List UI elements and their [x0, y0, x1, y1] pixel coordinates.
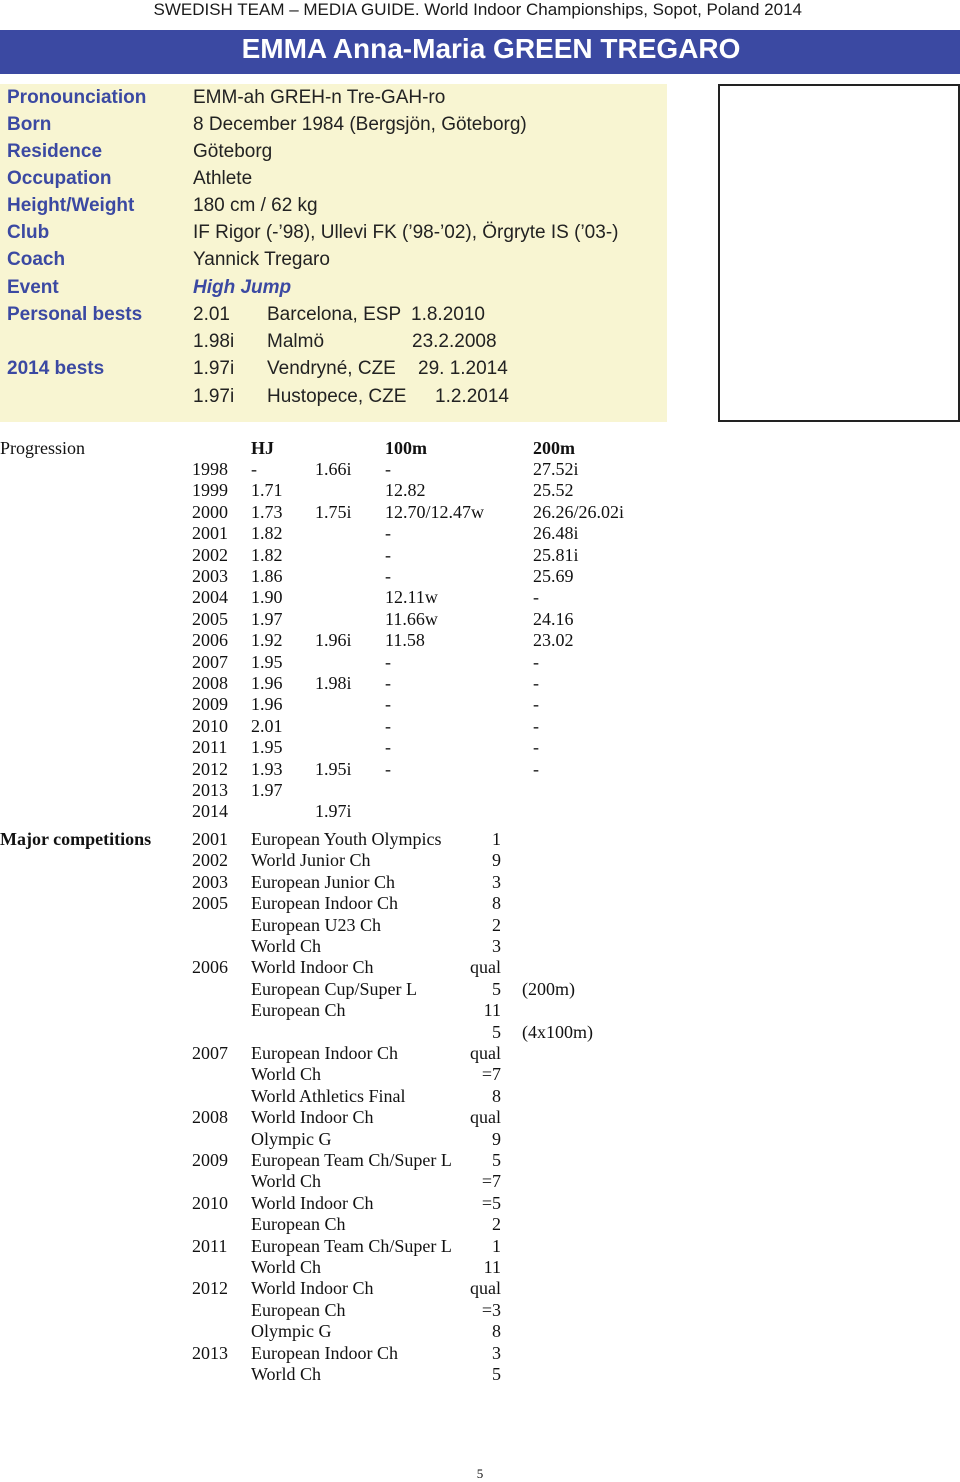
competition-event: World Athletics Final — [251, 1085, 406, 1106]
sb-mark: 1.97i — [193, 386, 235, 407]
competition-event: World Junior Ch — [251, 850, 371, 871]
progression-header-200m: 200m — [533, 438, 575, 458]
progression-100m: - — [385, 673, 391, 693]
pb-mark: 1.98i — [193, 331, 235, 352]
competition-year: 2005 — [192, 893, 228, 914]
competition-event: European Indoor Ch — [251, 1043, 398, 1063]
photo-placeholder — [718, 84, 960, 422]
progression-200m: - — [533, 587, 539, 608]
info-label: Occupation — [7, 168, 112, 189]
competition-result: 5 — [492, 1364, 501, 1384]
pb-place: Barcelona, ESP — [267, 304, 402, 325]
progression-year: 2009 — [192, 694, 228, 715]
competition-event: World Indoor Ch — [251, 1107, 374, 1128]
progression-200m: - — [533, 715, 539, 736]
info-label: Residence — [7, 141, 103, 162]
info-value: IF Rigor (-’98), Ullevi FK (’98-’02), Örgryte IS (’03-) — [193, 222, 619, 243]
info-value: High Jump — [193, 277, 292, 298]
personal-bests-row-2 — [7, 331, 607, 357]
progression-year: 2011 — [192, 737, 228, 758]
competition-result: =7 — [481, 1171, 501, 1192]
progression-200m: 23.02 — [533, 630, 574, 651]
progression-200m: 26.48i — [533, 523, 579, 544]
info-value: 8 December 1984 (Bergsjön, Göteborg) — [193, 114, 527, 135]
page-number: 5 — [476, 1466, 484, 1481]
competition-result: 2 — [492, 1214, 501, 1235]
progression-hj: - — [251, 459, 257, 479]
competition-result: 8 — [492, 1085, 501, 1106]
progression-200m: 27.52i — [533, 459, 579, 479]
progression-year: 2000 — [192, 501, 228, 522]
progression-100m: - — [385, 544, 391, 565]
competition-event: World Indoor Ch — [251, 957, 374, 978]
sb-place: Hustopece, CZE — [267, 386, 407, 407]
info-label: Event — [7, 277, 59, 298]
progression-year: 2004 — [192, 587, 228, 608]
progression-100m: 12.11w — [385, 587, 438, 608]
progression-100m: 11.66w — [385, 608, 438, 629]
competition-result: qual — [470, 1043, 501, 1063]
progression-hj: 1.82 — [251, 544, 283, 565]
progression-hj: 1.92 — [251, 630, 283, 651]
competition-event: European Indoor Ch — [251, 1342, 398, 1363]
competition-year: 2002 — [192, 850, 228, 871]
competition-event: Olympic G — [251, 1321, 332, 1342]
personal-bests-label: Personal bests — [7, 304, 143, 325]
competition-note: (4x100m) — [522, 1021, 593, 1042]
progression-100m: - — [385, 651, 391, 672]
progression-200m: 24.16 — [533, 608, 574, 629]
competition-year: 2008 — [192, 1107, 228, 1128]
progression-200m: 25.69 — [533, 566, 574, 586]
progression-hj: 1.97 — [251, 608, 283, 629]
progression-year: 1998 — [192, 459, 228, 479]
competition-result: =7 — [481, 1064, 501, 1085]
competition-event: European Ch — [251, 1299, 346, 1320]
progression-100m: - — [385, 758, 391, 779]
progression-100m: - — [385, 459, 391, 479]
progression-year: 2012 — [192, 758, 228, 779]
progression-hj: 1.95 — [251, 737, 283, 758]
progression-100m: - — [385, 523, 391, 544]
progression-year: 2013 — [192, 780, 228, 800]
competition-result: 11 — [483, 1257, 501, 1277]
competition-year: 2010 — [192, 1192, 228, 1213]
progression-hj: 1.90 — [251, 587, 283, 608]
competition-event: European Ch — [251, 1214, 346, 1235]
competition-year: 2011 — [192, 1235, 228, 1256]
progression-200m: 25.81i — [533, 544, 579, 565]
progression-year: 2005 — [192, 608, 228, 629]
competition-note: (200m) — [522, 978, 575, 999]
progression-hj: 1.82 — [251, 523, 283, 544]
competition-result: 5 — [492, 978, 501, 999]
competition-result: 9 — [492, 850, 501, 871]
progression-hj: 1.97 — [251, 780, 283, 800]
competition-result: =5 — [481, 1192, 501, 1213]
competition-result: qual — [470, 1107, 501, 1128]
competition-event: European Indoor Ch — [251, 893, 398, 914]
progression-100m: - — [385, 715, 391, 736]
progression-header-100m: 100m — [385, 438, 427, 458]
guide-title: SWEDISH TEAM – MEDIA GUIDE. World Indoor Championships, Sopot, Poland 2014 — [153, 0, 802, 19]
progression-200m: - — [533, 673, 539, 693]
info-label: Born — [7, 114, 52, 135]
pb-mark: 2.01 — [193, 304, 230, 325]
competition-event: European Team Ch/Super L — [251, 1235, 452, 1256]
sb-place: Vendryné, CZE — [267, 358, 396, 379]
competition-result: 11 — [483, 1000, 501, 1021]
pb-place: Malmö — [267, 331, 325, 352]
major-competitions-title: Major competitions — [0, 829, 152, 849]
competition-event: World Ch — [251, 936, 322, 956]
competition-result: 1 — [492, 1235, 501, 1256]
competition-event: World Indoor Ch — [251, 1192, 374, 1213]
competition-year: 2009 — [192, 1150, 228, 1170]
competition-result: 8 — [492, 1321, 501, 1342]
competition-event: European Youth Olympics — [251, 829, 442, 849]
progression-year: 2014 — [192, 801, 228, 822]
competition-year: 2012 — [192, 1278, 228, 1299]
progression-200m: 26.26/26.02i — [533, 501, 625, 522]
competition-result: 5 — [492, 1150, 501, 1170]
info-value: Göteborg — [193, 141, 273, 162]
info-label: Pronounciation — [7, 87, 147, 108]
progression-hj-indoor: 1.96i — [315, 630, 352, 651]
progression-hj: 1.73 — [251, 501, 283, 522]
info-value: Yannick Tregaro — [193, 249, 330, 270]
competition-result: qual — [470, 1278, 501, 1299]
progression-100m: 12.70/12.47w — [385, 501, 484, 522]
progression-title: Progression — [0, 438, 85, 458]
progression-hj: 1.93 — [251, 758, 283, 779]
sb-date: 29. 1.2014 — [418, 358, 508, 379]
progression-hj-indoor: 1.66i — [315, 459, 352, 479]
info-label: Club — [7, 222, 50, 243]
progression-200m: - — [533, 651, 539, 672]
season-bests-row-1 — [7, 358, 607, 384]
progression-year: 2001 — [192, 523, 228, 544]
progression-year: 2010 — [192, 715, 228, 736]
competition-event: European Junior Ch — [251, 871, 395, 892]
competition-event: World Ch — [251, 1364, 322, 1384]
progression-200m: - — [533, 694, 539, 715]
competition-event: Olympic G — [251, 1128, 332, 1149]
competition-event: World Ch — [251, 1257, 322, 1277]
progression-year: 2003 — [192, 566, 228, 586]
competition-year: 2007 — [192, 1043, 228, 1063]
progression-year: 2007 — [192, 651, 228, 672]
progression-header-hj: HJ — [251, 438, 275, 458]
competition-event: European Cup/Super L — [251, 978, 417, 999]
progression-hj: 1.86 — [251, 566, 283, 586]
progression-100m: - — [385, 566, 391, 586]
competition-result: =3 — [481, 1299, 501, 1320]
season-bests-row-2 — [7, 386, 607, 412]
competition-result: 5 — [492, 1021, 501, 1042]
sb-mark: 1.97i — [193, 358, 235, 379]
competition-event: European Ch — [251, 1000, 346, 1021]
info-value: EMM-ah GREH-n Tre-GAH-ro — [193, 87, 446, 108]
competition-result: 1 — [492, 829, 501, 849]
progression-200m: - — [533, 737, 539, 758]
season-bests-label: 2014 bests — [7, 358, 105, 379]
progression-hj-indoor: 1.97i — [315, 801, 352, 822]
competition-event: World Ch — [251, 1064, 322, 1085]
progression-hj-indoor: 1.98i — [315, 673, 352, 693]
progression-year: 1999 — [192, 480, 228, 501]
competition-event: European Team Ch/Super L — [251, 1150, 452, 1170]
info-label: Height/Weight — [7, 195, 135, 216]
competition-year: 2006 — [192, 957, 228, 978]
competition-year: 2013 — [192, 1342, 228, 1363]
pb-date: 23.2.2008 — [412, 331, 497, 352]
progression-hj: 1.95 — [251, 651, 283, 672]
athlete-name: EMMA Anna-Maria GREEN TREGARO — [241, 33, 741, 64]
competition-year: 2003 — [192, 871, 228, 892]
progression-100m: 11.58 — [385, 630, 425, 651]
competition-result: 3 — [492, 1342, 501, 1363]
progression-year: 2002 — [192, 544, 228, 565]
competition-event: World Ch — [251, 1171, 322, 1192]
competition-result: 3 — [492, 936, 501, 956]
personal-bests-row-1 — [7, 304, 607, 330]
info-value: Athlete — [193, 168, 253, 189]
progression-hj: 1.71 — [251, 480, 283, 501]
progression-year: 2008 — [192, 673, 228, 693]
competition-event: World Indoor Ch — [251, 1278, 374, 1299]
competition-result: 2 — [492, 914, 501, 935]
progression-hj-indoor: 1.95i — [315, 758, 352, 779]
competition-event: European U23 Ch — [251, 914, 381, 935]
progression-year: 2006 — [192, 630, 228, 651]
progression-200m: 25.52 — [533, 480, 574, 501]
progression-100m: - — [385, 737, 391, 758]
progression-hj-indoor: 1.75i — [315, 501, 352, 522]
pb-date: 1.8.2010 — [411, 304, 485, 325]
progression-hj: 1.96 — [251, 673, 283, 693]
competition-result: 3 — [492, 871, 501, 892]
progression-hj: 1.96 — [251, 694, 283, 715]
competition-year: 2001 — [192, 829, 228, 849]
info-label: Coach — [7, 249, 66, 270]
competition-result: 9 — [492, 1128, 501, 1149]
progression-100m: - — [385, 694, 391, 715]
info-value: 180 cm / 62 kg — [193, 195, 318, 216]
sb-date: 1.2.2014 — [435, 386, 509, 407]
progression-100m: 12.82 — [385, 480, 426, 501]
progression-hj: 2.01 — [251, 715, 283, 736]
competition-result: 8 — [492, 893, 501, 914]
competition-result: qual — [470, 957, 501, 978]
progression-200m: - — [533, 758, 539, 779]
